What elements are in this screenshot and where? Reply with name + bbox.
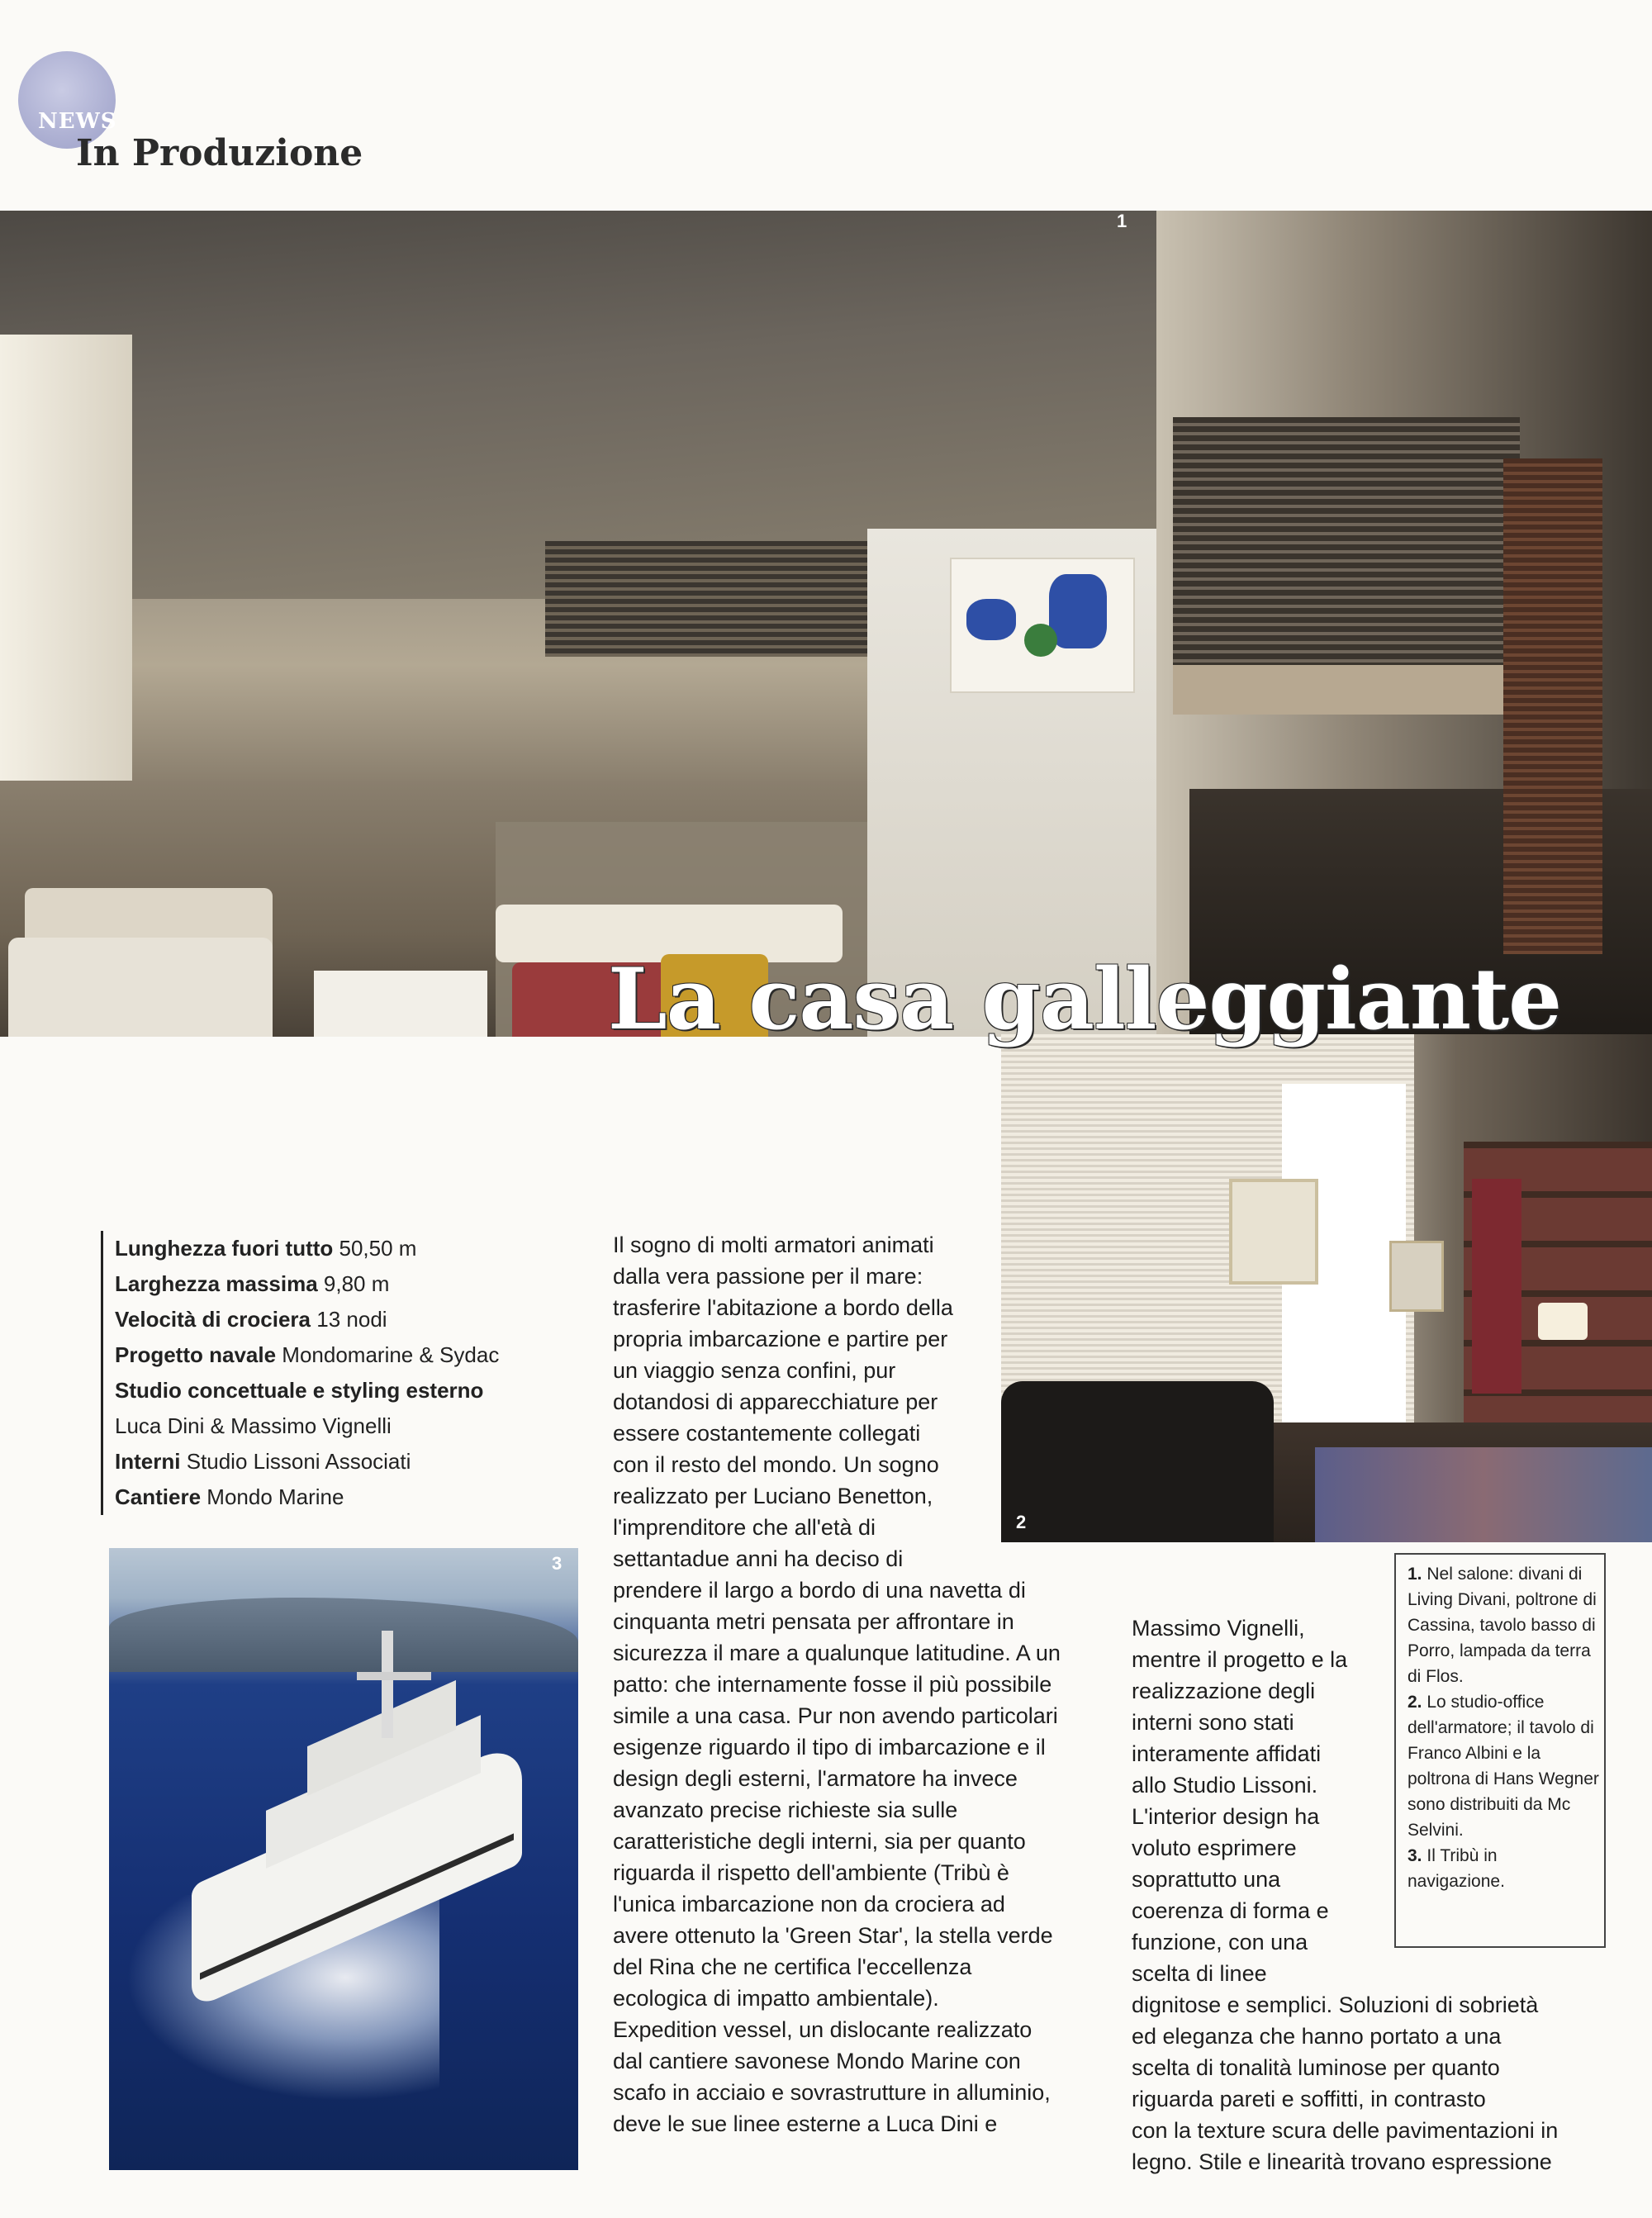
body-line: l'unica imbarcazione non da crociera ad <box>613 1892 1005 1916</box>
photo-studio-office <box>1001 1034 1652 1542</box>
body-line: interni sono stati <box>1132 1710 1294 1735</box>
spec-value: 50,50 m <box>339 1236 417 1261</box>
spec-label: Cantiere <box>115 1484 202 1509</box>
caption-3 <box>1408 1843 1599 1894</box>
body-line: dalla vera passione per il mare: <box>613 1264 923 1289</box>
body-line: riguarda pareti e soffitti, in contrasto <box>1132 2087 1486 2111</box>
body-line: scafo in acciaio e sovrastrutture in alluminio, <box>613 2080 1051 2105</box>
body-line: un viaggio senza confini, pur <box>613 1358 896 1383</box>
article-headline: La casa galleggiante <box>608 950 1561 1049</box>
body-line: con la texture scura delle pavimentazioni in <box>1132 2118 1559 2143</box>
body-line: prendere il largo a bordo di una navetta di <box>613 1578 1026 1603</box>
photo-captions <box>1408 1561 1599 1894</box>
photo-salon-artwork-shape <box>966 599 1016 640</box>
photo-office-sofa <box>1001 1381 1274 1542</box>
body-line: con il resto del mondo. Un sogno <box>613 1452 939 1477</box>
body-line: L'interior design ha <box>1132 1804 1320 1829</box>
spec-item <box>115 1302 577 1337</box>
body-line: caratteristiche degli interni, sia per quanto <box>613 1829 1026 1854</box>
spec-label: Larghezza massima <box>115 1271 318 1296</box>
body-line: patto: che internamente fosse il più possibile <box>613 1672 1052 1697</box>
caption-text: Lo studio-office dell'armatore; il tavolo di Franco Albini e la poltrona di Hans Wegner sono distribuiti da Mc Selvini. <box>1408 1693 1599 1840</box>
spec-item <box>115 1231 577 1266</box>
body-line: Il sogno di molti armatori animati <box>613 1232 934 1257</box>
body-line: essere costantemente collegati <box>613 1421 921 1446</box>
photo-captions-box <box>1394 1553 1606 1948</box>
photo-office-lamp <box>1538 1303 1588 1340</box>
photo-yacht-mast-arm <box>357 1672 431 1680</box>
photo-salon-sofa <box>8 938 273 1037</box>
body-line: ed eleganza che hanno portato a una <box>1132 2024 1502 2049</box>
body-line: realizzazione degli <box>1132 1679 1316 1703</box>
spec-item <box>115 1479 577 1515</box>
body-line: l'imprenditore che all'età di <box>613 1515 876 1540</box>
caption-2 <box>1408 1689 1599 1843</box>
body-line: design degli esterni, l'armatore ha invece <box>613 1766 1018 1791</box>
spec-label: Interni <box>115 1449 181 1474</box>
body-line: coerenza di forma e <box>1132 1898 1329 1923</box>
body-line: settantadue anni ha deciso di <box>613 1546 904 1571</box>
body-line: deve le sue linee esterne a Luca Dini e <box>613 2111 998 2136</box>
photo-salon <box>0 211 1652 1037</box>
photo-yacht-mast <box>382 1631 393 1738</box>
spec-item <box>115 1444 577 1479</box>
caption-number: 1. <box>1408 1565 1422 1584</box>
body-line: dignitose e semplici. Soluzioni di sobrietà <box>1132 1992 1539 2017</box>
body-line: interamente affidati <box>1132 1741 1322 1766</box>
caption-number: 3. <box>1408 1846 1422 1865</box>
body-line: dotandosi di apparecchiature per <box>613 1389 938 1414</box>
body-line: Massimo Vignelli, <box>1132 1616 1305 1641</box>
photo-salon-corridor-rail <box>1173 665 1528 715</box>
body-line: legno. Stile e linearità trovano espressione <box>1132 2149 1552 2174</box>
body-line: avere ottenuto la 'Green Star', la stella verde <box>613 1923 1053 1948</box>
body-line: allo Studio Lissoni. <box>1132 1773 1318 1798</box>
caption-text: Nel salone: divani di Living Divani, poltrone di Cassina, tavolo basso di Porro, lampada da terra di Flos. <box>1408 1565 1597 1686</box>
body-line: esigenze riguardo il tipo di imbarcazione e il <box>613 1735 1046 1760</box>
photo-office-frame <box>1389 1241 1444 1312</box>
photo-salon-wood-door <box>1503 458 1602 954</box>
spec-label: Lunghezza fuori tutto <box>115 1236 334 1261</box>
spec-value: 9,80 m <box>323 1271 390 1296</box>
photo-2-number: 2 <box>1016 1512 1027 1532</box>
body-line: realizzato per Luciano Benetton, <box>613 1484 933 1508</box>
news-kicker: NEWS <box>38 109 117 134</box>
photo-3-number: 3 <box>552 1553 563 1574</box>
spec-label: Studio concettuale e styling esterno <box>115 1378 484 1403</box>
spec-value: Mondo Marine <box>206 1484 344 1509</box>
spec-label: Progetto navale <box>115 1342 277 1367</box>
body-line: simile a una casa. Pur non avendo particolari <box>613 1703 1058 1728</box>
body-line: voluto esprimere <box>1132 1836 1297 1860</box>
body-line: soprattutto una <box>1132 1867 1281 1892</box>
article-body-column-1 <box>613 1229 1061 2140</box>
body-line: propria imbarcazione e partire per <box>613 1327 948 1351</box>
photo-salon-corridor-blinds <box>1173 417 1520 665</box>
spec-item <box>115 1408 577 1444</box>
body-line: riguarda il rispetto dell'ambiente (Tribù è <box>613 1860 1009 1885</box>
caption-1 <box>1408 1561 1599 1689</box>
section-title: In Produzione <box>76 132 363 174</box>
body-line: cinquanta metri pensata per affrontare in <box>613 1609 1014 1634</box>
photo-salon-artwork-shape <box>1049 574 1107 648</box>
body-line: scelta di tonalità luminose per quanto <box>1132 2055 1500 2080</box>
body-line: Expedition vessel, un dislocante realizzato <box>613 2017 1032 2042</box>
body-line: scelta di linee <box>1132 1961 1267 1986</box>
photo-office-frame <box>1229 1179 1318 1285</box>
body-line: trasferire l'abitazione a bordo della <box>613 1295 953 1320</box>
photo-office-rug <box>1315 1447 1652 1542</box>
spec-item <box>115 1337 577 1373</box>
spec-value: Mondomarine & Sydac <box>282 1342 500 1367</box>
spec-value: Studio Lissoni Associati <box>186 1449 411 1474</box>
photo-1-number: 1 <box>1117 211 1127 231</box>
spec-list <box>101 1231 577 1515</box>
spec-value: Luca Dini & Massimo Vignelli <box>115 1413 392 1438</box>
spec-item <box>115 1266 577 1302</box>
spec-label: Velocità di crociera <box>115 1307 311 1332</box>
body-line: ecologica di impatto ambientale). <box>613 1986 939 2011</box>
body-line: avanzato precise richieste sia sulle <box>613 1798 958 1822</box>
spec-item <box>115 1373 577 1408</box>
photo-office-red-panel <box>1472 1179 1521 1394</box>
body-line: mentre il progetto e la <box>1132 1647 1348 1672</box>
photo-salon-artwork-shape <box>1024 624 1057 657</box>
photo-yacht <box>109 1548 578 2170</box>
body-line: del Rina che ne certifica l'eccellenza <box>613 1954 972 1979</box>
body-line: dal cantiere savonese Mondo Marine con <box>613 2049 1021 2073</box>
caption-text: Il Tribù in navigazione. <box>1408 1846 1505 1891</box>
photo-salon-coffee-table <box>314 971 487 1037</box>
body-line: sicurezza il mare a qualunque latitudine. A un <box>613 1641 1061 1665</box>
caption-number: 2. <box>1408 1693 1422 1712</box>
body-line: funzione, con una <box>1132 1930 1308 1954</box>
spec-value: 13 nodi <box>316 1307 387 1332</box>
photo-yacht-coastline <box>109 1598 578 1672</box>
